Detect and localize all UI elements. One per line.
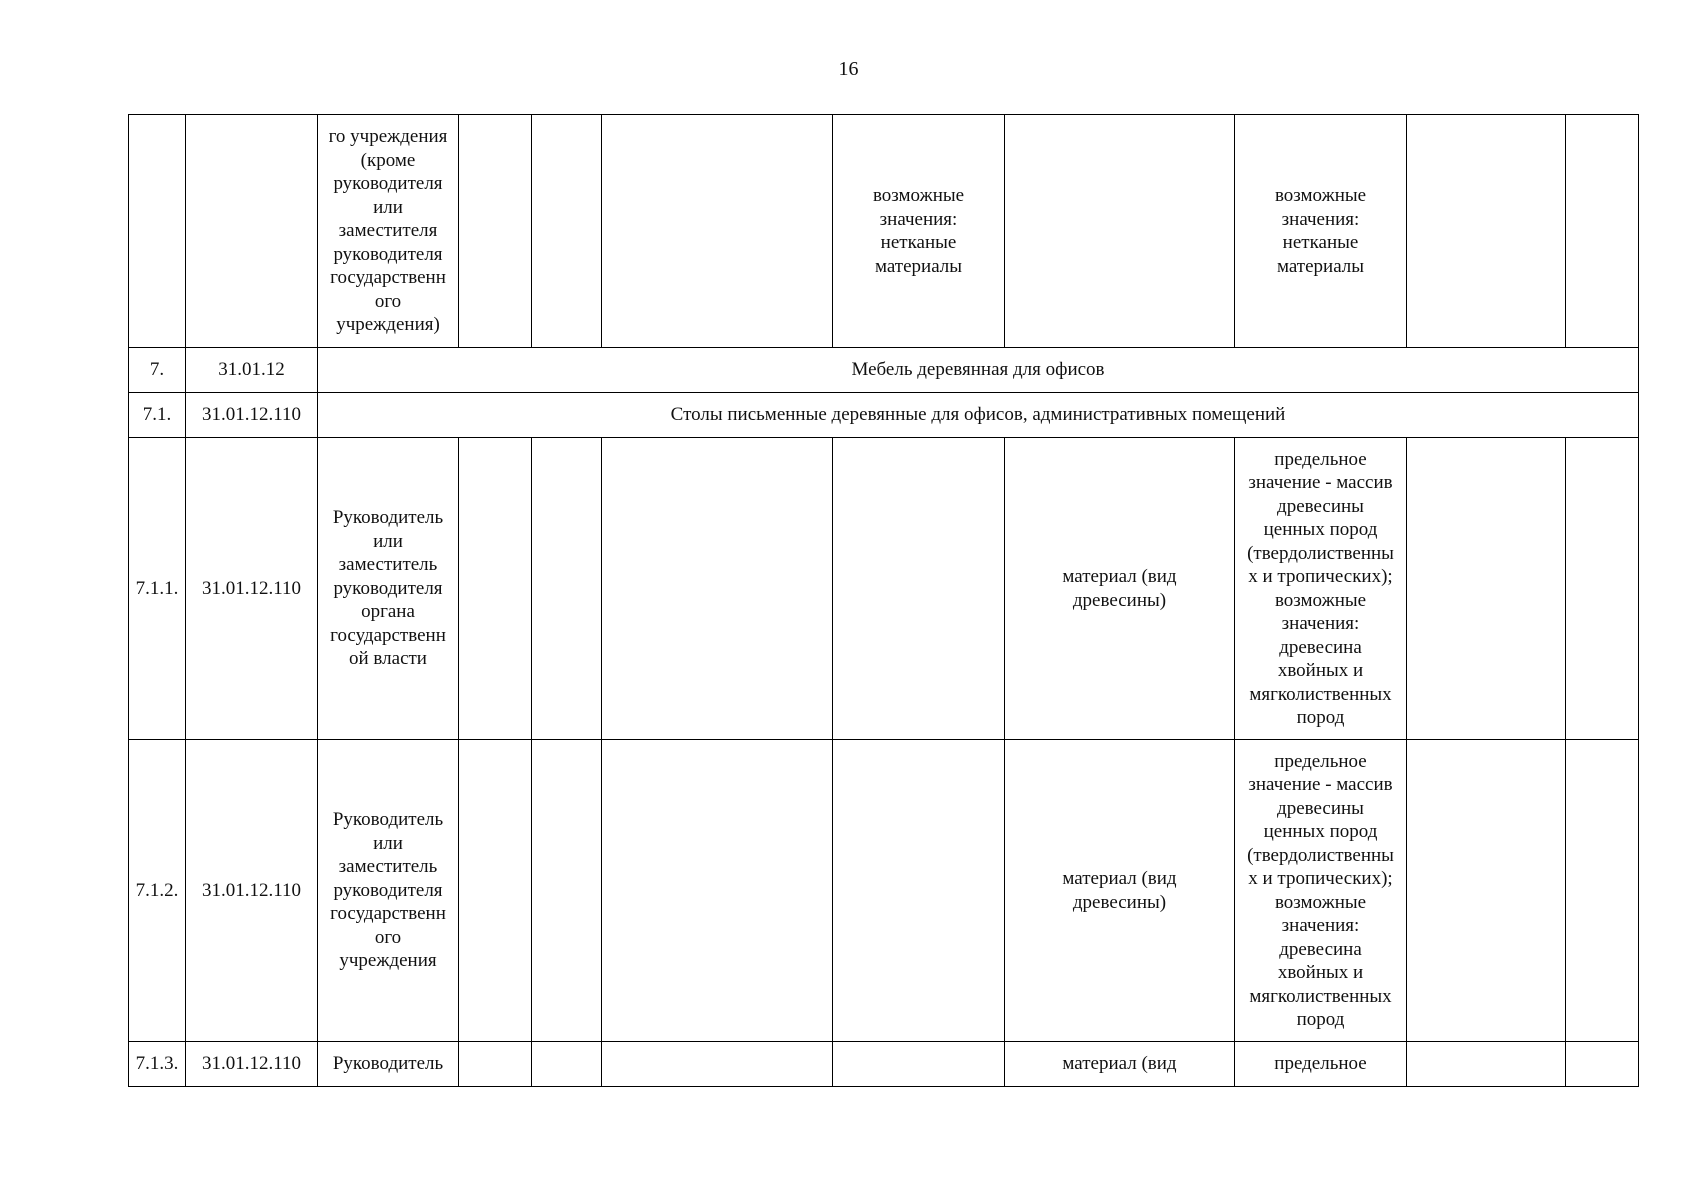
unit-code-cell [459,740,532,1042]
function-cell [1566,740,1639,1042]
unit-code-cell [459,438,532,740]
okpd-code-cell: 31.01.12.110 [186,1042,318,1087]
okpd-code-cell: 31.01.12.110 [186,438,318,740]
table-row [129,348,1639,393]
characteristic-cell [602,1042,833,1087]
approved-value-cell: предельное значение - массив древесины ценных пород (твердолиственны х и тропических); возможные значения: древесина хвойных и мягколиственных пород [1235,438,1407,740]
row-number-cell: 7.1. [129,393,186,438]
approved-characteristic-cell: материал (вид древесины) [1005,740,1235,1042]
characteristic-value-cell [833,740,1005,1042]
unit-name-cell [532,740,602,1042]
position-cell: го учреждения (кроме руководителя или заместителя руководителя государственн ого учреждения) [318,115,459,348]
characteristic-value-cell [833,438,1005,740]
table-row [129,438,1639,740]
unit-code-cell [459,1042,532,1087]
okpd-code-cell: 31.01.12 [186,348,318,393]
function-cell [1566,1042,1639,1087]
row-number-cell [129,115,186,348]
position-cell: Руководитель [318,1042,459,1087]
okpd-code-cell: 31.01.12.110 [186,740,318,1042]
unit-code-cell [459,115,532,348]
position-cell: Руководитель или заместитель руководителя государственн ого учреждения [318,740,459,1042]
position-cell: Руководитель или заместитель руководителя органа государственн ой власти [318,438,459,740]
table-row [129,1042,1639,1087]
table-row [129,393,1639,438]
row-number-cell: 7. [129,348,186,393]
group-name-cell: Столы письменные деревянные для офисов, административных помещений [318,393,1639,438]
characteristic-value-cell: возможные значения: нетканые материалы [833,115,1005,348]
characteristic-value-cell [833,1042,1005,1087]
characteristic-cell [602,438,833,740]
justification-cell [1407,438,1566,740]
row-number-cell: 7.1.2. [129,740,186,1042]
approved-characteristic-cell: материал (вид [1005,1042,1235,1087]
requirements-table [128,114,1639,1087]
row-number-cell: 7.1.3. [129,1042,186,1087]
page-number: 16 [838,58,859,80]
approved-value-cell: предельное значение - массив древесины ценных пород (твердолиственны х и тропических); возможные значения: древесина хвойных и мягколиственных пород [1235,740,1407,1042]
approved-value-cell: возможные значения: нетканые материалы [1235,115,1407,348]
unit-name-cell [532,115,602,348]
function-cell [1566,438,1639,740]
justification-cell [1407,1042,1566,1087]
characteristic-cell [602,115,833,348]
group-name-cell: Мебель деревянная для офисов [318,348,1639,393]
justification-cell [1407,115,1566,348]
justification-cell [1407,740,1566,1042]
characteristic-cell [602,740,833,1042]
okpd-code-cell: 31.01.12.110 [186,393,318,438]
unit-name-cell [532,1042,602,1087]
table-row [129,115,1639,348]
unit-name-cell [532,438,602,740]
function-cell [1566,115,1639,348]
approved-characteristic-cell [1005,115,1235,348]
table-row [129,740,1639,1042]
approved-characteristic-cell: материал (вид древесины) [1005,438,1235,740]
approved-value-cell: предельное [1235,1042,1407,1087]
row-number-cell: 7.1.1. [129,438,186,740]
okpd-code-cell [186,115,318,348]
